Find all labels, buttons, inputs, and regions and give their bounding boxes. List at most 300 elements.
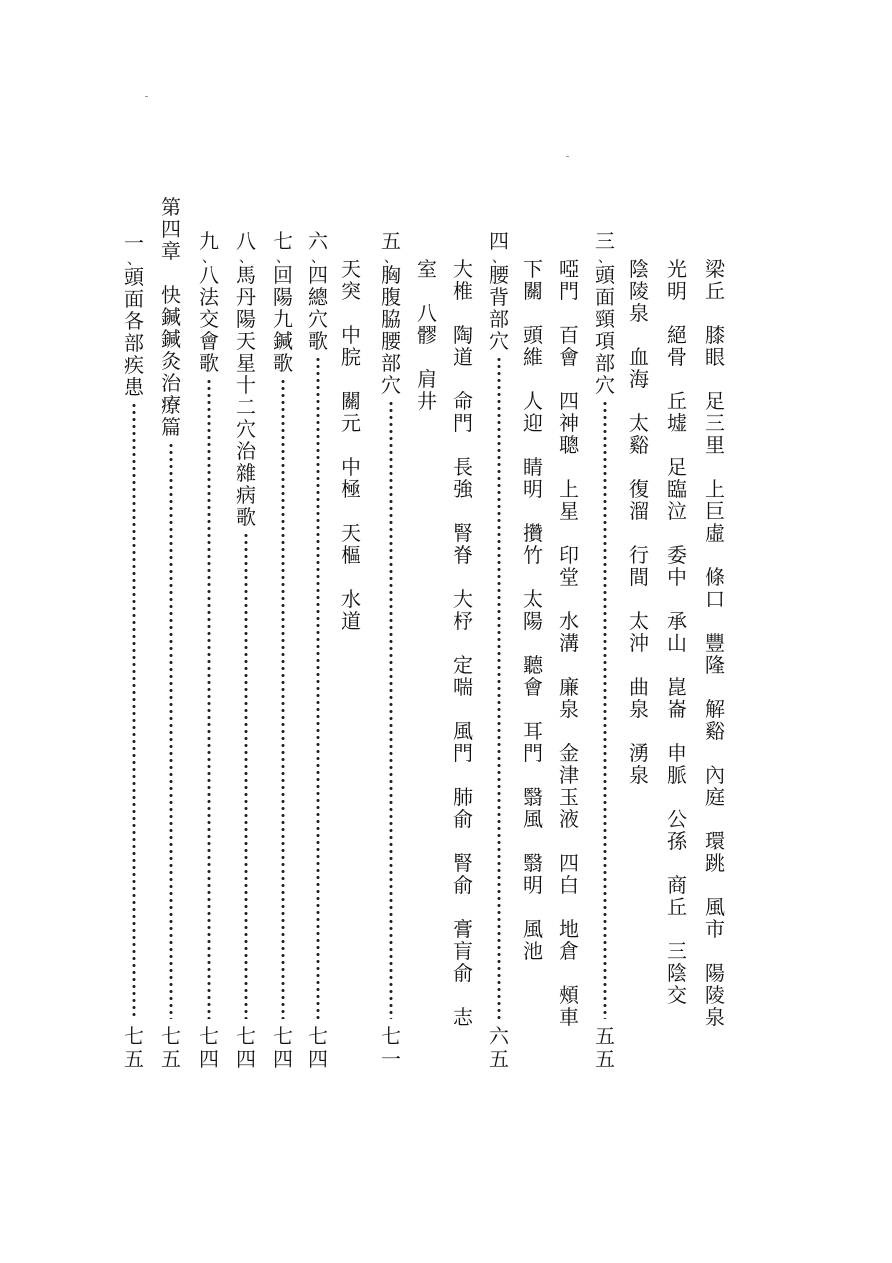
text-char: 胸 xyxy=(381,263,401,287)
text-char: 九 xyxy=(199,229,219,253)
text-char: 眼 xyxy=(705,345,725,369)
text-char: 道 xyxy=(453,345,473,369)
text-char: 泉 xyxy=(629,763,649,787)
dot-leader xyxy=(207,378,211,1019)
entry-text xyxy=(121,232,147,398)
text-char: 神 xyxy=(559,411,579,435)
text-char: 申 xyxy=(667,741,687,765)
text-char: 四 xyxy=(161,217,181,241)
text-char: 灸 xyxy=(161,349,181,373)
text-char: 脇 xyxy=(381,307,401,331)
text-char: 歌 xyxy=(199,351,219,375)
text-char: 溜 xyxy=(629,499,649,523)
text-char: 十 xyxy=(236,373,256,397)
text-char: 下 xyxy=(523,257,543,281)
text-char: 臨 xyxy=(667,477,687,501)
text-char: 穴 xyxy=(308,307,328,331)
text-char: 疾 xyxy=(124,353,144,377)
text-char: 會 xyxy=(559,345,579,369)
text-char: 丹 xyxy=(236,285,256,309)
text-char: 四 xyxy=(308,263,328,287)
text-char: 、 xyxy=(127,252,141,268)
text-char: 水 xyxy=(341,587,361,611)
text-char: 墟 xyxy=(667,411,687,435)
text-char: 陽 xyxy=(273,285,293,309)
text-char: 孫 xyxy=(667,829,687,853)
text-char: 強 xyxy=(453,477,473,501)
text-char: 八 xyxy=(236,229,256,253)
text-char: 八 xyxy=(417,301,437,325)
entry-text xyxy=(486,230,512,352)
text-char: 會 xyxy=(199,329,219,353)
text-char: 髎 xyxy=(417,323,437,347)
text-char: 津 xyxy=(559,763,579,787)
page-number xyxy=(158,1025,184,1071)
text-char: 腎 xyxy=(453,851,473,875)
page-digit: 七 xyxy=(308,1024,328,1048)
page-digit: 七 xyxy=(124,1024,144,1048)
text-char: 背 xyxy=(489,285,509,309)
scan-speck xyxy=(566,156,569,157)
text-char: 三 xyxy=(667,939,687,963)
text-char: 定 xyxy=(453,653,473,677)
text-char: 陶 xyxy=(453,323,473,347)
text-char: 腰 xyxy=(381,329,401,353)
text-char: 、 xyxy=(276,250,290,266)
text-char: 穴 xyxy=(595,373,615,397)
text-char: 百 xyxy=(559,323,579,347)
text-char: 法 xyxy=(199,285,219,309)
entry-text xyxy=(233,230,259,528)
text-char: 道 xyxy=(341,609,361,633)
text-char: 膏 xyxy=(453,917,473,941)
text-char: 骨 xyxy=(667,345,687,369)
text-char: 湧 xyxy=(629,741,649,765)
page-number xyxy=(270,1025,296,1071)
text-char: 廉 xyxy=(559,675,579,699)
text-char: 明 xyxy=(667,279,687,303)
text-char: 面 xyxy=(595,285,615,309)
entry-text xyxy=(270,230,296,374)
text-char: 井 xyxy=(417,389,437,413)
toc-entry[interactable] xyxy=(229,230,263,1071)
text-char: 口 xyxy=(705,587,725,611)
page-digit: 七 xyxy=(161,1024,181,1048)
dot-leader xyxy=(389,400,393,1019)
page-number xyxy=(592,1025,618,1071)
toc-entry[interactable] xyxy=(374,230,408,1071)
text-char: 風 xyxy=(453,719,473,743)
text-char: 溝 xyxy=(559,631,579,655)
text-char: 三 xyxy=(595,229,615,253)
text-char: 穴 xyxy=(381,373,401,397)
entry-text xyxy=(592,230,618,396)
text-char: 門 xyxy=(453,411,473,435)
dot-leader xyxy=(244,532,248,1019)
text-char: 天 xyxy=(236,329,256,353)
text-char: 睛 xyxy=(523,455,543,479)
text-char: 崙 xyxy=(667,697,687,721)
toc-entry[interactable] xyxy=(482,230,516,1071)
text-char: 市 xyxy=(705,917,725,941)
text-char: 泉 xyxy=(705,1005,725,1029)
page-digit: 七 xyxy=(381,1024,401,1048)
text-char: 內 xyxy=(705,763,725,787)
page-number xyxy=(486,1025,512,1071)
text-char: 谿 xyxy=(629,433,649,457)
text-char: 啞 xyxy=(559,257,579,281)
text-char: 明 xyxy=(523,477,543,501)
text-char: 崑 xyxy=(667,675,687,699)
text-char: 明 xyxy=(523,873,543,897)
text-char: 歌 xyxy=(236,505,256,529)
text-char: 倉 xyxy=(559,939,579,963)
text-char: 泉 xyxy=(559,697,579,721)
text-char: 地 xyxy=(559,917,579,941)
text-char: 交 xyxy=(667,983,687,1007)
entry-text xyxy=(196,230,222,374)
text-char: 海 xyxy=(629,367,649,391)
page-digit: 一 xyxy=(381,1047,401,1071)
text-char: 頰 xyxy=(559,983,579,1007)
text-char: 患 xyxy=(124,375,144,399)
page-digit: 五 xyxy=(595,1047,615,1071)
text-char: 部 xyxy=(595,351,615,375)
text-char: 耳 xyxy=(523,719,543,743)
text-char: 風 xyxy=(705,895,725,919)
text-char: 承 xyxy=(667,609,687,633)
text-char: 豐 xyxy=(705,631,725,655)
page-digit: 四 xyxy=(236,1047,256,1071)
text-char: 膝 xyxy=(705,323,725,347)
text-char: 病 xyxy=(236,483,256,507)
text-char: 解 xyxy=(705,697,725,721)
text-char: 沖 xyxy=(629,631,649,655)
text-char: 關 xyxy=(341,389,361,413)
text-char: 頭 xyxy=(124,265,144,289)
page-number xyxy=(233,1025,259,1071)
text-char: 杼 xyxy=(453,609,473,633)
text-char: 部 xyxy=(381,351,401,375)
text-char: 四 xyxy=(559,851,579,875)
page-digit: 五 xyxy=(124,1047,144,1071)
toc-column xyxy=(446,258,480,1028)
text-char: 委 xyxy=(667,543,687,567)
text-char: 二 xyxy=(236,395,256,419)
text-char: 、 xyxy=(202,250,216,266)
text-char: 項 xyxy=(595,329,615,353)
text-char: 聰 xyxy=(559,433,579,457)
page-digit: 七 xyxy=(236,1024,256,1048)
text-char: 光 xyxy=(667,257,687,281)
text-char: 行 xyxy=(629,543,649,567)
text-char: 一 xyxy=(124,231,144,255)
text-char: 堂 xyxy=(559,565,579,589)
text-char: 穴 xyxy=(489,329,509,353)
toc-entry[interactable] xyxy=(192,230,226,1071)
dot-leader xyxy=(603,400,607,1019)
entry-text xyxy=(626,258,652,786)
text-char: 關 xyxy=(523,279,543,303)
text-char: 大 xyxy=(453,257,473,281)
text-char: 雜 xyxy=(236,461,256,485)
text-char: 志 xyxy=(453,1005,473,1029)
page-number xyxy=(305,1025,331,1071)
page-digit: 七 xyxy=(273,1024,293,1048)
dot-leader xyxy=(316,356,320,1019)
text-char: 丘 xyxy=(667,389,687,413)
dot-leader xyxy=(169,442,173,1019)
text-char: 九 xyxy=(273,307,293,331)
text-char: 室 xyxy=(417,257,437,281)
text-char: 巨 xyxy=(705,499,725,523)
toc-column xyxy=(660,258,694,1006)
text-char: 陰 xyxy=(629,257,649,281)
text-char: 風 xyxy=(523,807,543,831)
text-char: 陽 xyxy=(705,961,725,985)
scan-speck xyxy=(145,96,148,97)
text-char: 部 xyxy=(124,331,144,355)
text-char: 大 xyxy=(453,587,473,611)
text-char: 陽 xyxy=(236,307,256,331)
text-char: 鍼 xyxy=(161,305,181,329)
text-char: 丘 xyxy=(667,895,687,919)
text-char: 腰 xyxy=(489,263,509,287)
text-char: 谿 xyxy=(705,719,725,743)
text-char: 間 xyxy=(629,565,649,589)
text-char: 環 xyxy=(705,829,725,853)
text-char: 太 xyxy=(523,587,543,611)
text-char: 印 xyxy=(559,543,579,567)
text-char: 四 xyxy=(559,389,579,413)
entry-text xyxy=(450,258,476,1028)
text-char: 翳 xyxy=(523,851,543,875)
text-char: 曲 xyxy=(629,675,649,699)
text-char: 泉 xyxy=(629,301,649,325)
text-char: 馬 xyxy=(236,263,256,287)
text-char: 門 xyxy=(523,741,543,765)
text-char: 梁 xyxy=(705,257,725,281)
text-char: 八 xyxy=(199,263,219,287)
text-char: 維 xyxy=(523,345,543,369)
text-char: 隆 xyxy=(705,653,725,677)
toc-column xyxy=(334,258,368,632)
text-char: 章 xyxy=(161,239,181,263)
text-char: 脈 xyxy=(667,763,687,787)
text-char: 頸 xyxy=(595,307,615,331)
page-digit: 五 xyxy=(489,1047,509,1071)
text-char: 肩 xyxy=(417,367,437,391)
toc-column xyxy=(698,258,732,1028)
text-char: 、 xyxy=(239,250,253,266)
text-char: 金 xyxy=(559,741,579,765)
text-char: 回 xyxy=(273,263,293,287)
text-char: 脊 xyxy=(453,543,473,567)
text-char: 天 xyxy=(341,521,361,545)
text-char: 樞 xyxy=(341,543,361,567)
entry-text xyxy=(414,258,440,412)
text-char: 血 xyxy=(629,345,649,369)
text-char: 鍼 xyxy=(161,327,181,351)
text-char: 長 xyxy=(453,455,473,479)
text-char: 跳 xyxy=(705,851,725,875)
dot-leader xyxy=(497,356,501,1019)
text-char: 上 xyxy=(705,477,725,501)
page-number xyxy=(121,1025,147,1071)
page-digit: 四 xyxy=(199,1047,219,1071)
text-char: 陵 xyxy=(629,279,649,303)
page-digit: 六 xyxy=(489,1024,509,1048)
text-char: 星 xyxy=(559,499,579,523)
page-digit: 五 xyxy=(595,1024,615,1048)
toc-entry[interactable] xyxy=(301,230,335,1071)
text-char: 、 xyxy=(598,250,612,266)
text-char: 迎 xyxy=(523,411,543,435)
text-char: 庭 xyxy=(705,785,725,809)
entry-text xyxy=(664,258,690,1006)
text-char: 頭 xyxy=(595,263,615,287)
text-char: 元 xyxy=(341,411,361,435)
entry-text xyxy=(702,258,728,1028)
text-char: 治 xyxy=(161,371,181,395)
text-char: 翳 xyxy=(523,785,543,809)
text-char: 肺 xyxy=(453,785,473,809)
text-char: 面 xyxy=(124,287,144,311)
text-char: 總 xyxy=(308,285,328,309)
page-digit: 四 xyxy=(308,1047,328,1071)
text-char: 白 xyxy=(559,873,579,897)
toc-column xyxy=(410,258,444,412)
page-digit: 四 xyxy=(273,1047,293,1071)
text-char: 陰 xyxy=(667,961,687,985)
text-char: 椎 xyxy=(453,279,473,303)
text-char: 絕 xyxy=(667,323,687,347)
text-char: 太 xyxy=(629,609,649,633)
page-number xyxy=(378,1025,404,1071)
entry-text xyxy=(338,258,364,632)
text-char: 三 xyxy=(705,411,725,435)
text-char: 上 xyxy=(559,477,579,501)
text-char: 、 xyxy=(492,250,506,266)
text-char: 脘 xyxy=(341,345,361,369)
text-char: 竹 xyxy=(523,543,543,567)
page-digit: 五 xyxy=(161,1047,181,1071)
text-char: 腹 xyxy=(381,285,401,309)
entry-text xyxy=(305,230,331,352)
text-char: 公 xyxy=(667,807,687,831)
text-char: 虛 xyxy=(705,521,725,545)
toc-column xyxy=(552,258,586,1028)
toc-column xyxy=(516,258,550,962)
text-char: 鍼 xyxy=(273,329,293,353)
text-char: 丘 xyxy=(705,279,725,303)
dot-leader xyxy=(132,402,136,1019)
entry-text xyxy=(158,196,184,438)
text-char: 各 xyxy=(124,309,144,333)
text-char: 歌 xyxy=(273,351,293,375)
text-char: 歌 xyxy=(308,329,328,353)
text-char: 快 xyxy=(161,283,181,307)
text-char: 泣 xyxy=(667,499,687,523)
toc-entry[interactable] xyxy=(117,232,151,1071)
toc-entry[interactable] xyxy=(588,230,622,1071)
text-char: 部 xyxy=(489,307,509,331)
text-char: 喘 xyxy=(453,675,473,699)
text-char: 攢 xyxy=(523,521,543,545)
text-char: 天 xyxy=(341,257,361,281)
text-char: 泉 xyxy=(629,697,649,721)
entry-text xyxy=(378,230,404,396)
text-char: 交 xyxy=(199,307,219,331)
text-char: 星 xyxy=(236,351,256,375)
toc-column xyxy=(622,258,656,786)
toc-entry[interactable] xyxy=(266,230,300,1071)
text-char: 風 xyxy=(523,917,543,941)
text-char: 中 xyxy=(341,323,361,347)
text-char: 中 xyxy=(341,455,361,479)
text-char: 陽 xyxy=(523,609,543,633)
entry-text xyxy=(556,258,582,1028)
text-char: 山 xyxy=(667,631,687,655)
text-char: 復 xyxy=(629,477,649,501)
page-number xyxy=(196,1025,222,1071)
text-char: 玉 xyxy=(559,785,579,809)
text-char: 門 xyxy=(559,279,579,303)
text-char: 俞 xyxy=(453,807,473,831)
text-char: 俞 xyxy=(453,961,473,985)
text-char: 、 xyxy=(311,250,325,266)
text-char: 中 xyxy=(667,565,687,589)
text-char: 四 xyxy=(489,229,509,253)
text-char: 聽 xyxy=(523,653,543,677)
text-char: 商 xyxy=(667,873,687,897)
text-char: 陵 xyxy=(705,983,725,1007)
text-char: 、 xyxy=(384,250,398,266)
text-char: 門 xyxy=(453,741,473,765)
dot-leader xyxy=(281,378,285,1019)
text-char: 第 xyxy=(161,195,181,219)
text-char: 頭 xyxy=(523,323,543,347)
entry-text xyxy=(520,258,546,962)
text-char: 水 xyxy=(559,609,579,633)
text-char: 治 xyxy=(236,439,256,463)
text-char: 命 xyxy=(453,389,473,413)
toc-entry[interactable] xyxy=(154,196,188,1071)
text-char: 俞 xyxy=(453,873,473,897)
text-char: 足 xyxy=(705,389,725,413)
text-char: 五 xyxy=(381,229,401,253)
text-char: 足 xyxy=(667,455,687,479)
text-char: 六 xyxy=(308,229,328,253)
text-char: 池 xyxy=(523,939,543,963)
text-char: 液 xyxy=(559,807,579,831)
text-char: 車 xyxy=(559,1005,579,1029)
text-char: 肓 xyxy=(453,939,473,963)
text-char: 七 xyxy=(273,229,293,253)
text-char: 療 xyxy=(161,393,181,417)
text-char: 腎 xyxy=(453,521,473,545)
text-char: 穴 xyxy=(236,417,256,441)
text-char: 里 xyxy=(705,433,725,457)
text-char: 會 xyxy=(523,675,543,699)
page-digit: 七 xyxy=(199,1024,219,1048)
text-char: 篇 xyxy=(161,415,181,439)
text-char: 突 xyxy=(341,279,361,303)
text-char: 太 xyxy=(629,411,649,435)
text-char: 極 xyxy=(341,477,361,501)
text-char: 人 xyxy=(523,389,543,413)
text-char: 條 xyxy=(705,565,725,589)
